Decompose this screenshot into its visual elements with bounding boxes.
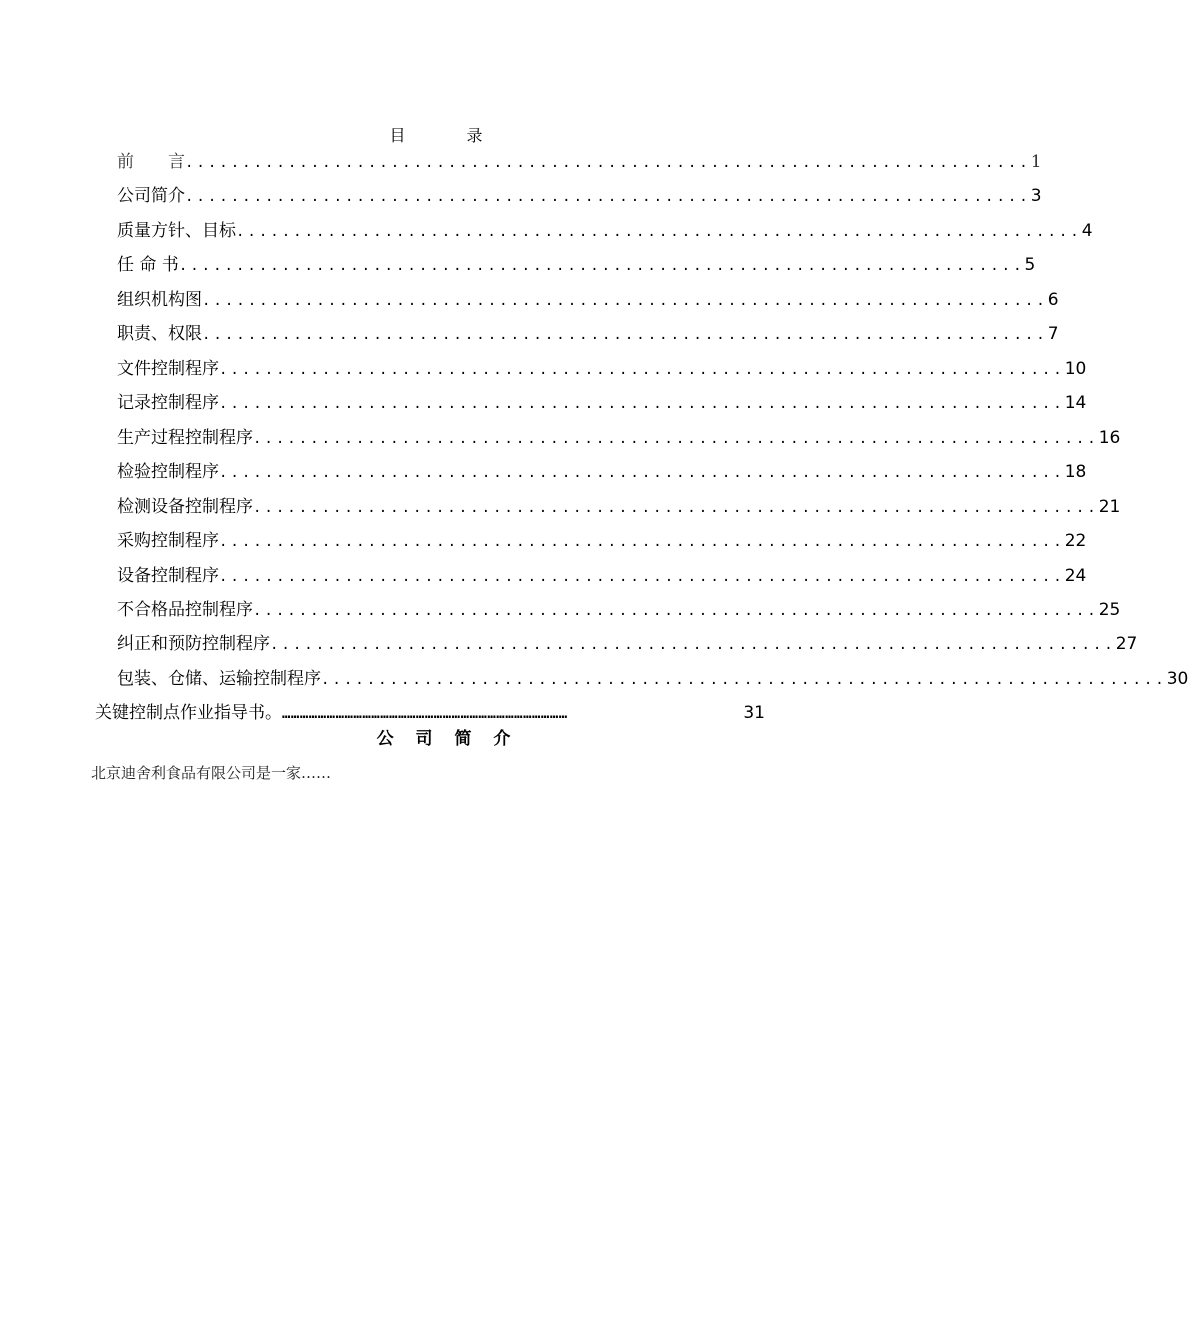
toc-entry-label: 前 言 xyxy=(117,152,185,172)
toc-entry-label: 采购控制程序 xyxy=(117,531,219,551)
toc-entry-org-chart[interactable] xyxy=(117,288,1059,312)
toc-entry-production-control[interactable] xyxy=(117,426,1121,450)
toc-entry-label: 组织机构图 xyxy=(117,290,202,310)
toc-leader-dots: .......................................................................... xyxy=(253,500,1099,516)
toc-leader-dots: .......................................................................... xyxy=(202,293,1048,309)
toc-entry-packaging-storage-transport[interactable] xyxy=(117,667,1188,691)
toc-page-number: 16 xyxy=(1098,428,1121,448)
toc-entry-record-control[interactable] xyxy=(117,391,1087,415)
toc-leader-dots: .......................................................................... xyxy=(219,396,1065,412)
toc-page-number: 31 xyxy=(743,703,765,723)
toc-leader-dots: .......................................................................... xyxy=(321,672,1167,688)
toc-entry-corrective-preventive[interactable] xyxy=(117,632,1138,656)
toc-entry-label: 任 命 书 xyxy=(117,255,179,275)
toc-entry-purchasing-control[interactable] xyxy=(117,529,1087,553)
toc-entry-ccp-work-instruction[interactable] xyxy=(95,701,765,725)
toc-leader-dots: .......................................................................... xyxy=(253,603,1099,619)
toc-title: 目 录 xyxy=(389,126,511,145)
toc-page-number: 3 xyxy=(1030,186,1042,206)
toc-page-number: 21 xyxy=(1098,497,1121,517)
toc-page-number: 24 xyxy=(1064,566,1087,586)
toc-page-number: 14 xyxy=(1064,393,1087,413)
toc-entry-company-profile[interactable] xyxy=(117,184,1042,208)
company-intro-text: 北京迪舍利食品有限公司是一家…… xyxy=(91,764,332,782)
toc-entry-label: 生产过程控制程序 xyxy=(117,428,253,448)
toc-entry-label: 公司简介 xyxy=(117,186,185,206)
toc-entry-inspection-control[interactable] xyxy=(117,460,1087,484)
toc-page-number: 10 xyxy=(1064,359,1087,379)
toc-page-number: 6 xyxy=(1047,290,1059,310)
company-profile-heading: 公 司 简 介 xyxy=(376,729,519,749)
toc-leader-dots: …………………………………………………………………………………… xyxy=(282,706,568,722)
toc-page-number: 30 xyxy=(1166,669,1188,689)
toc-page-number: 27 xyxy=(1115,634,1138,654)
toc-entry-label: 文件控制程序 xyxy=(117,359,219,379)
toc-entry-appointment[interactable] xyxy=(117,253,1036,277)
toc-leader-dots: .......................................................................... xyxy=(178,258,1025,274)
toc-entry-label: 纠正和预防控制程序 xyxy=(117,634,270,654)
toc-entry-label: 设备控制程序 xyxy=(117,566,219,586)
toc-page-number: 4 xyxy=(1081,221,1093,241)
toc-entry-preface[interactable] xyxy=(117,150,1042,174)
toc-leader-dots: .......................................................................... xyxy=(253,431,1099,447)
toc-entry-label: 不合格品控制程序 xyxy=(117,600,253,620)
toc-entry-equipment-control[interactable] xyxy=(117,564,1087,588)
toc-leader-dots: .......................................................................... xyxy=(202,327,1048,343)
toc-entry-label: 检验控制程序 xyxy=(117,462,219,482)
toc-page-number: 7 xyxy=(1047,324,1059,344)
toc-entry-label: 记录控制程序 xyxy=(117,393,219,413)
toc-page-number: 25 xyxy=(1098,600,1121,620)
toc-page-number: 22 xyxy=(1064,531,1087,551)
toc-page-number: 5 xyxy=(1024,255,1036,275)
toc-entry-nonconforming-control[interactable] xyxy=(117,598,1121,622)
toc-entry-label: 关键控制点作业指导书。 xyxy=(95,703,282,723)
toc-leader-dots: .......................................................................... xyxy=(185,189,1031,205)
toc-leader-dots: .......................................................................... xyxy=(219,569,1065,585)
toc-leader-dots: .......................................................................... xyxy=(270,637,1116,653)
toc-page-number: 18 xyxy=(1064,462,1087,482)
toc-entry-quality-policy[interactable] xyxy=(117,219,1093,243)
toc-leader-dots: .......................................................................... xyxy=(219,534,1065,550)
toc-entry-label: 质量方针、目标 xyxy=(117,221,236,241)
toc-entry-document-control[interactable] xyxy=(117,357,1087,381)
toc-entry-responsibilities[interactable] xyxy=(117,322,1059,346)
toc-entry-label: 职责、权限 xyxy=(117,324,202,344)
toc-entry-label: 包装、仓储、运输控制程序 xyxy=(117,669,321,689)
toc-entry-test-equipment-control[interactable] xyxy=(117,495,1121,519)
toc-leader-dots: .......................................................................... xyxy=(236,224,1082,240)
toc-entry-label: 检测设备控制程序 xyxy=(117,497,253,517)
toc-leader-dots: .......................................................................... xyxy=(219,362,1065,378)
toc-leader-dots: .......................................................................... xyxy=(219,465,1065,481)
toc-leader-dots: .......................................................................... xyxy=(185,155,1031,171)
toc-page-number: 1 xyxy=(1030,152,1042,172)
